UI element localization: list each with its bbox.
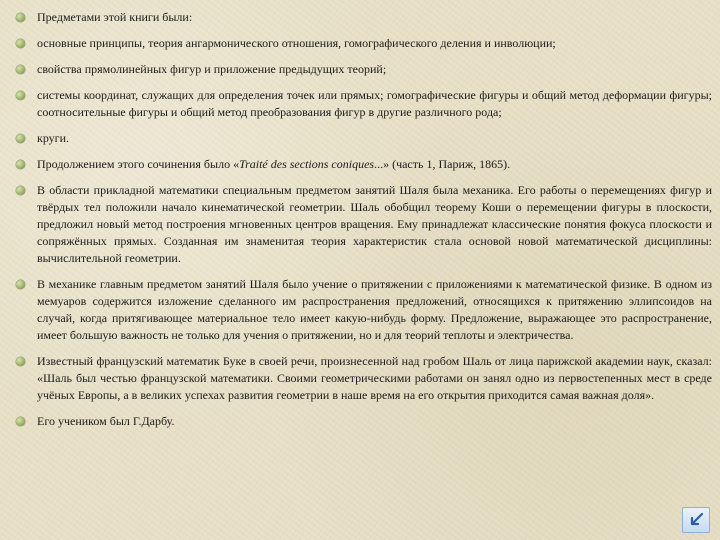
book-title: Traité des sections coniques	[239, 157, 375, 171]
bullet-icon	[16, 280, 25, 289]
list-item	[14, 276, 712, 344]
list-item	[14, 353, 712, 404]
list-item-text: основные принципы, теория ангармонического отношения, гомографического деления и инволюции;	[37, 36, 556, 50]
list-item	[14, 9, 712, 26]
bullet-icon	[16, 160, 25, 169]
list-item-text: В механике главным предметом занятий Шаля было учение о притяжении с приложениями к математической физике. В одном из мемуаров содержится изложение сделанного им распространения предложений, относящихся к притяжению эллипсоидов на случай, когда притягивающее материальное тело имеет какую-нибудь форму. Предложение, выражающее это распространение, имеет большую важность не только для учения о притяжении, но и для теорий теплоты и электричества.	[37, 277, 712, 342]
bullet-icon	[16, 39, 25, 48]
bullet-icon	[16, 13, 25, 22]
list-item-text: свойства прямолинейных фигур и приложение предыдущих теорий;	[37, 62, 387, 76]
bullet-icon	[16, 134, 25, 143]
list-item	[14, 413, 712, 430]
list-item-text	[37, 156, 712, 173]
list-item	[14, 35, 712, 52]
list-item	[14, 61, 712, 78]
back-arrow-icon	[687, 511, 705, 529]
bullet-icon	[16, 357, 25, 366]
list-item-text: В области прикладной математики специальным предметом занятий Шаля была механика. Его работы о перемещениях фигур и твёрдых тел положили начало кинематической геометрии. Шаль обобщил теорему Коши о перемещении фигуры в плоскости, предложил новый метод построения мгновенных центров вращения. Ему принадлежат классические понятия фокуса плоскости и сопряжённых прямых. Созданная им знаменитая теория характеристик стала основой новой математической дисциплины: вычислительной геометрии.	[37, 183, 712, 265]
bullet-icon	[16, 186, 25, 195]
back-button[interactable]	[682, 507, 710, 533]
list-item-text: Известный французский математик Буке в своей речи, произнесенной над гробом Шаль от лица парижской академии наук, сказал: «Шаль был честью французской математики. Своими геометрическими работами он занял одно из первостепенных мест в среде учёных Европы, а в великих успехах развития геометрии в наше время на его открытия приходится самая важная доля».	[37, 354, 712, 402]
list-item-text-before: Продолжением этого сочинения было «	[37, 157, 240, 171]
list-item	[14, 182, 712, 267]
list-item-text: Его учеником был Г.Дарбу.	[37, 414, 175, 428]
list-item-text-after: ...» (часть 1, Париж, 1865).	[374, 157, 511, 171]
list-item	[14, 87, 712, 121]
list-item	[14, 156, 712, 173]
bullet-icon	[16, 65, 25, 74]
list-item	[14, 130, 712, 147]
bullet-list	[14, 1, 712, 439]
bullet-icon	[16, 91, 25, 100]
bullet-icon	[16, 417, 25, 426]
list-item-text: круги.	[37, 131, 70, 145]
list-item-text: Предметами этой книги были:	[37, 10, 193, 24]
list-item-text: системы координат, служащих для определения точек или прямых; гомографические фигуры и общий метод деформации фигуры; соотносительные фигуры и общий метод преобразования фигур в другие различного рода;	[37, 88, 712, 119]
